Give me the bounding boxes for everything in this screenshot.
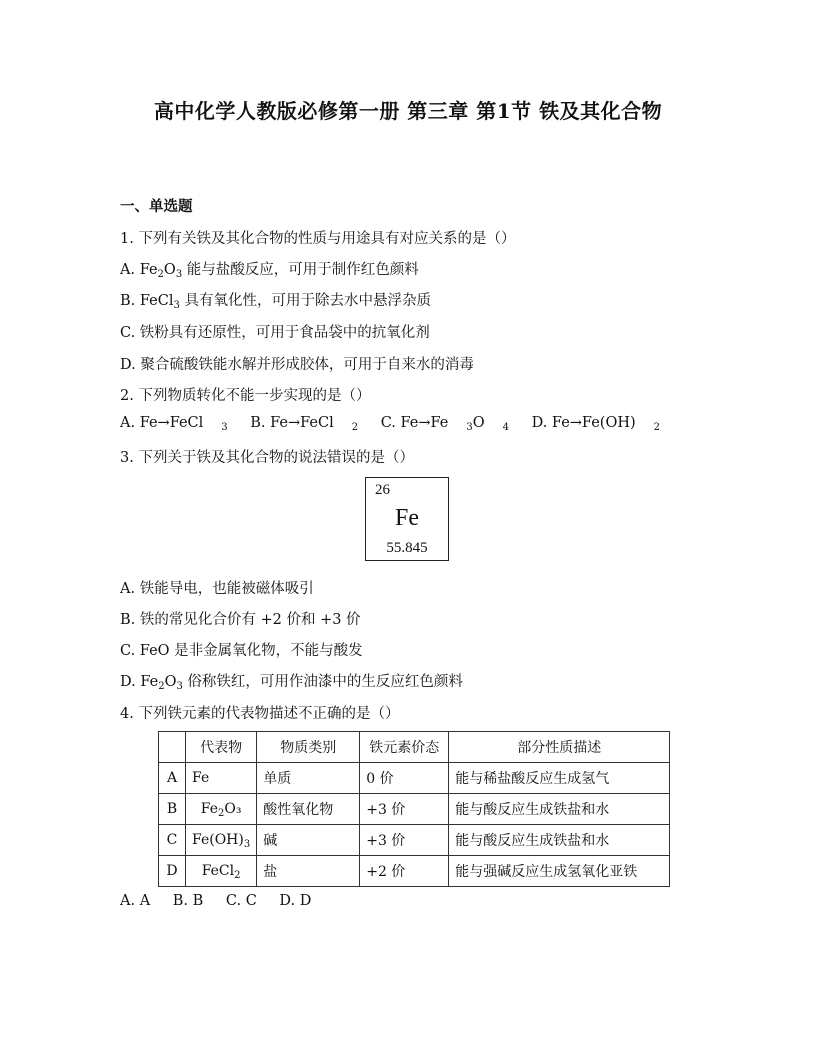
question-4-option-d[interactable]: D. D: [279, 893, 312, 909]
section-heading: 一、单选题: [120, 198, 193, 215]
option-text: 具有氧化性，可用于除去水中悬浮杂质: [179, 293, 431, 309]
question-1-option-d[interactable]: D. 聚合硫酸铁能水解并形成胶体，可用于自来水的消毒: [120, 357, 474, 373]
subscript: 3: [466, 422, 473, 433]
question-1-option-c[interactable]: C. 铁粉具有还原性，可用于食品袋中的抗氧化剂: [120, 325, 430, 341]
row-valence: +2 价: [360, 856, 449, 887]
formula-text: Fe: [192, 770, 210, 786]
subscript: 3: [221, 422, 228, 433]
question-1-option-b[interactable]: [120, 289, 431, 310]
table-header: 铁元素价态: [360, 732, 449, 763]
row-label: A: [159, 763, 186, 794]
row-category: 盐: [257, 856, 360, 887]
subscript: 2: [351, 422, 359, 433]
subscript: 3: [175, 269, 183, 280]
row-description: 能与酸反应生成铁盐和水: [449, 794, 670, 825]
row-category: 单质: [257, 763, 360, 794]
question-3-option-b[interactable]: B. 铁的常见化合价有 +2 价和 +3 价: [120, 612, 361, 628]
iron-compounds-table: [158, 731, 670, 887]
question-4-option-b[interactable]: B. B: [172, 893, 204, 909]
question-4-option-a[interactable]: A. A: [120, 893, 151, 909]
row-category: 碱: [257, 825, 360, 856]
question-4-options: [120, 893, 329, 909]
row-substance: [186, 763, 257, 794]
page-title: 高中化学人教版必修第一册 第三章 第1节 铁及其化合物: [153, 99, 663, 123]
formula-text: O₃: [224, 801, 242, 817]
subscript: 2: [157, 269, 164, 280]
table-header: 物质类别: [257, 732, 360, 763]
row-label: C: [159, 825, 186, 856]
row-substance: [186, 794, 257, 825]
question-2-option-d[interactable]: [532, 415, 660, 431]
option-text: D. Fe→Fe(OH): [531, 415, 636, 431]
formula-text: Fe(OH): [192, 832, 244, 848]
atomic-mass: 55.845: [386, 540, 428, 556]
option-text: C. Fe→Fe: [380, 415, 449, 431]
atomic-number: 26: [375, 482, 390, 498]
question-2-options: [120, 415, 678, 431]
subscript: 2: [217, 808, 225, 819]
question-4-option-c[interactable]: C. C: [225, 893, 257, 909]
formula-text: O: [164, 674, 177, 690]
subscript: 3: [243, 839, 251, 850]
option-text: B. Fe→FeCl: [250, 415, 334, 431]
formula-text: O: [163, 262, 176, 278]
question-3-option-c[interactable]: C. FeO 是非金属氧化物，不能与酸发: [120, 643, 363, 659]
subscript: 2: [158, 681, 165, 692]
formula-text: A. Fe: [120, 262, 158, 278]
question-2-stem: 2. 下列物质转化不能一步实现的是（）: [120, 388, 371, 404]
row-valence: +3 价: [360, 825, 449, 856]
table-row: [159, 825, 670, 856]
subscript: 3: [176, 681, 183, 692]
table-header: [159, 732, 186, 763]
row-valence: 0 价: [360, 763, 449, 794]
subscript: 4: [502, 422, 509, 433]
row-description: 能与稀盐酸反应生成氢气: [449, 763, 670, 794]
subscript: 2: [653, 422, 661, 433]
table-header-row: [159, 732, 670, 763]
question-2-option-a[interactable]: [120, 415, 228, 431]
row-substance: [186, 825, 257, 856]
option-text: O: [472, 415, 485, 431]
table-header: 代表物: [186, 732, 257, 763]
question-3-option-d[interactable]: [120, 670, 463, 691]
formula-text: D. Fe: [120, 674, 159, 690]
row-description: 能与酸反应生成铁盐和水: [449, 825, 670, 856]
formula-text: Fe: [200, 801, 218, 817]
row-substance: [186, 856, 257, 887]
row-description: 能与强碱反应生成氢氧化亚铁: [449, 856, 670, 887]
formula-text: FeCl: [201, 863, 235, 879]
table-row: [159, 763, 670, 794]
question-3-option-a[interactable]: A. 铁能导电，也能被磁体吸引: [120, 581, 314, 597]
question-2-option-c[interactable]: [381, 415, 509, 431]
table-row: [159, 794, 670, 825]
question-1-stem: 1. 下列有关铁及其化合物的性质与用途具有对应关系的是（）: [120, 231, 516, 247]
formula-text: B. FeCl: [120, 293, 174, 309]
option-text: A. Fe→FeCl: [120, 415, 204, 431]
subscript: 3: [173, 300, 180, 311]
row-category: 酸性氧化物: [257, 794, 360, 825]
row-label: D: [159, 856, 186, 887]
element-symbol: Fe: [395, 505, 419, 531]
option-text: 能与盐酸反应，可用于制作红色颜料: [182, 262, 419, 278]
table-header: 部分性质描述: [449, 732, 670, 763]
row-valence: +3 价: [360, 794, 449, 825]
question-4-stem: 4. 下列铁元素的代表物描述不正确的是（）: [120, 706, 400, 722]
row-label: B: [159, 794, 186, 825]
subscript: 2: [234, 870, 241, 881]
question-3-stem: 3. 下列关于铁及其化合物的说法错误的是（）: [120, 450, 414, 466]
option-text: 俗称铁红，可用作油漆中的生反应红色颜料: [182, 674, 463, 690]
table-row: [159, 856, 670, 887]
question-2-option-b[interactable]: [250, 415, 358, 431]
question-1-option-a[interactable]: [120, 258, 419, 279]
periodic-element-card: [365, 477, 449, 561]
